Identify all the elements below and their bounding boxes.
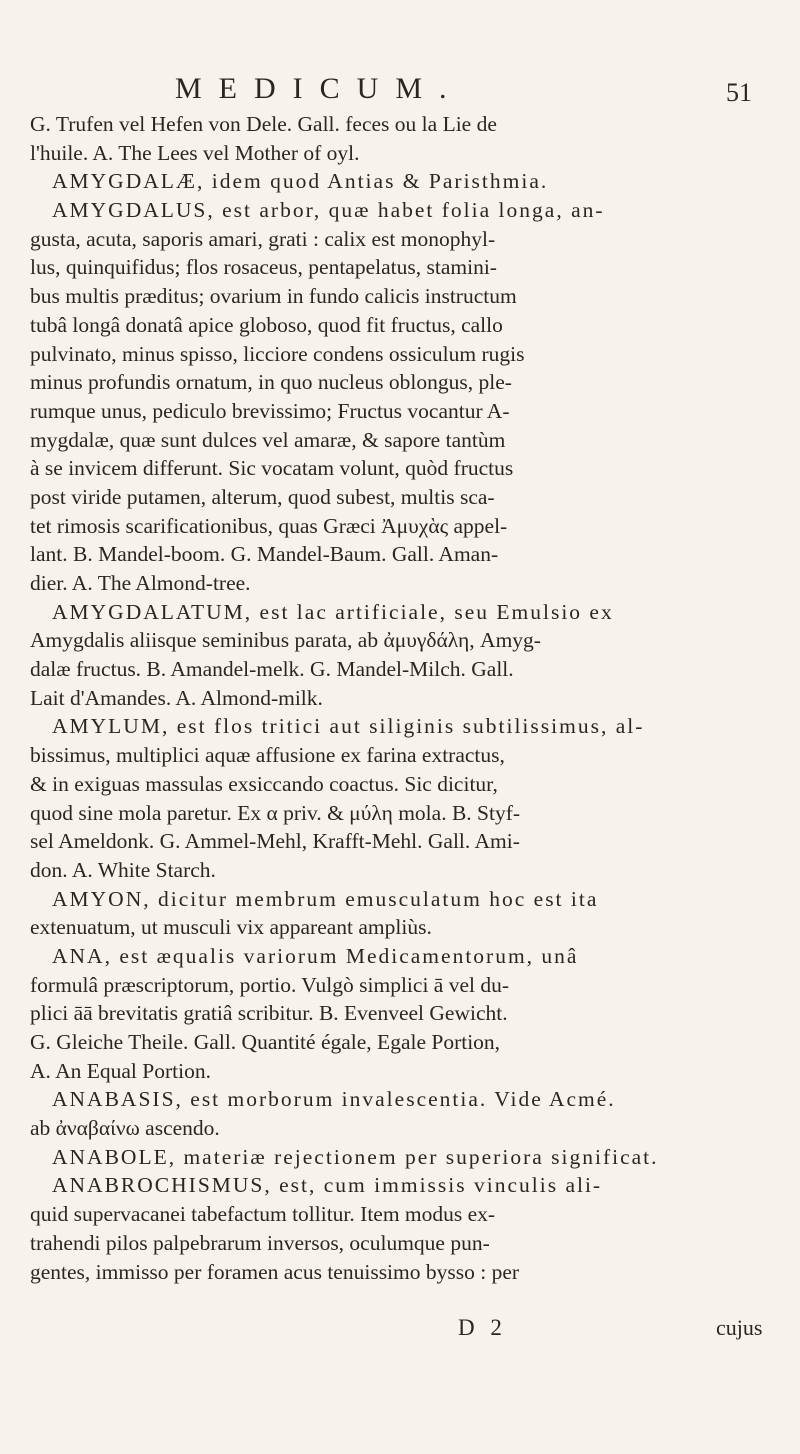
entry-amygdalae: AMYGDALÆ, idem quod Antias & Paristhmia. [52, 169, 549, 194]
entry-amyon: AMYON, dicitur membrum emusculatum hoc est ita [52, 886, 599, 911]
entry-ana: ANA, est æqualis variorum Medicamentorum, unâ [52, 943, 579, 968]
dictionary-entries [30, 110, 772, 1286]
text-line: Amygdalis aliisque seminibus parata, ab ἀμυγδάλη, Amyg- [30, 628, 541, 653]
text-line: & in exiguas massulas exsiccando coactus. Sic dicitur, [30, 771, 498, 796]
text-line: lus, quinquifidus; flos rosaceus, pentapelatus, stamini- [30, 255, 497, 280]
text-line: dier. A. The Almond-tree. [30, 571, 251, 595]
text-line: tubâ longâ donatâ apice globoso, quod fit fructus, callo [30, 312, 503, 337]
text-line: G. Trufen vel Hefen von Dele. Gall. feces ou la Lie de [30, 112, 497, 136]
text-line: bus multis præditus; ovarium in fundo calicis instructum [30, 284, 517, 309]
entry-anabasis: ANABASIS, est morborum invalescentia. Vide Acmé. [52, 1087, 616, 1112]
text-line: Lait d'Amandes. A. Almond-milk. [30, 685, 323, 710]
text-line: pulvinato, minus spisso, licciore condens ossiculum rugis [30, 341, 525, 366]
text-line: gusta, acuta, saporis amari, grati : calix est monophyl- [30, 226, 496, 251]
text-line: plici āā brevitatis gratiâ scribitur. B. Evenveel Gewicht. [30, 1001, 508, 1026]
text-line: formulâ præscriptorum, portio. Vulgò simplici ā vel du- [30, 972, 510, 997]
text-line: don. A. White Starch. [30, 857, 216, 882]
running-title: MEDICUM. [175, 72, 464, 105]
text-line: A. An Equal Portion. [30, 1058, 211, 1083]
signature-mark: D 2 [458, 1315, 507, 1340]
text-line: lant. B. Mandel-boom. G. Mandel-Baum. Gall. Aman- [30, 542, 499, 567]
page-header [0, 72, 800, 112]
catchword: cujus [716, 1315, 763, 1340]
text-line: dalæ fructus. B. Amandel-melk. G. Mandel-Milch. Gall. [30, 657, 514, 682]
entry-anabole: ANABOLE, materiæ rejectionem per superiora significat. [52, 1144, 659, 1169]
text-line: trahendi pilos palpebrarum inversos, oculumque pun- [30, 1230, 490, 1255]
entry-amygdalus: AMYGDALUS, est arbor, quæ habet folia longa, an- [52, 198, 605, 223]
text-line: quod sine mola paretur. Ex α priv. & μύλη mola. B. Styf- [30, 800, 521, 825]
page-number: 51 [726, 78, 752, 107]
text-line: à se invicem differunt. Sic vocatam volunt, quòd fructus [30, 456, 514, 481]
text-line: quid supervacanei tabefactum tollitur. Item modus ex- [30, 1202, 496, 1227]
text-line: gentes, immisso per foramen acus tenuissimo bysso : per [30, 1259, 520, 1284]
text-line: post viride putamen, alterum, quod subest, multis sca- [30, 484, 495, 509]
text-line: sel Ameldonk. G. Ammel-Mehl, Krafft-Mehl. Gall. Ami- [30, 829, 520, 854]
text-line: minus profundis ornatum, in quo nucleus oblongus, ple- [30, 370, 512, 395]
entry-amygdalatum: AMYGDALATUM, est lac artificiale, seu Emulsio ex [52, 599, 614, 624]
text-line: l'huile. A. The Lees vel Mother of oyl. [30, 140, 360, 165]
text-line: bissimus, multiplici aquæ affusione ex farina extractus, [30, 743, 505, 768]
text-line: rumque unus, pediculo brevissimo; Fructus vocantur A- [30, 398, 510, 423]
entry-anabrochismus: ANABROCHISMUS, est, cum immissis vinculis ali- [52, 1173, 603, 1198]
text-line: ab ἀναβαίνω ascendo. [30, 1116, 220, 1141]
entry-amylum: AMYLUM, est flos tritici aut siliginis subtilissimus, al- [52, 714, 645, 739]
text-line: tet rimosis scarificationibus, quas Græci Ἀμυχὰς appel- [30, 513, 508, 538]
text-line: mygdalæ, quæ sunt dulces vel amaræ, & sapore tantùm [30, 427, 506, 452]
text-line: extenuatum, ut musculi vix appareant ampliùs. [30, 915, 432, 940]
page-footer [0, 1315, 800, 1345]
text-line: G. Gleiche Theile. Gall. Quantité égale, Egale Portion, [30, 1030, 501, 1054]
